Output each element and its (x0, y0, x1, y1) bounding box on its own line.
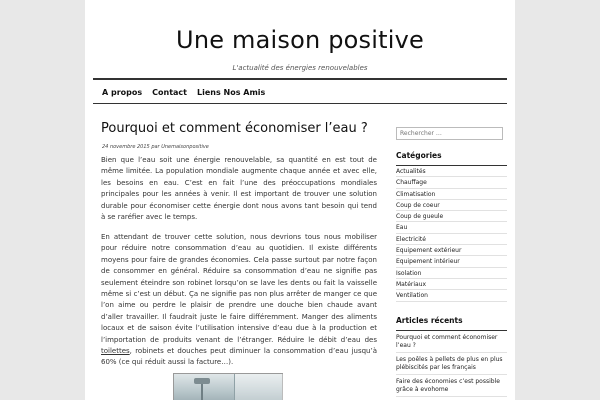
page-container (85, 0, 515, 400)
nav-bottom-rule (93, 103, 507, 104)
post-meta (102, 144, 209, 150)
categories-title: Catégories (396, 151, 507, 166)
category-item-eau[interactable]: Eau (396, 222, 507, 233)
category-item-coup-de-gueule[interactable]: Coup de gueule (396, 211, 507, 222)
nav-item-a-propos[interactable]: A propos (102, 88, 143, 97)
post-paragraph-1: Bien que l’eau soit une énergie renouvelable, sa quantité en est tout de même limitée. La population mondiale augmente chaque année et avec elle, les besoins en eau. C’est en fait l’une des préoccupations mondiales principales pour les années à venir. Il est important de trouver une solution durable pour économiser cette énergie dont nous avons tant besoin qui tend à se raréfier avec le temps. (101, 156, 377, 222)
glass-panel-shape (234, 374, 284, 400)
search-input[interactable] (396, 127, 503, 140)
category-item-coup-de-coeur[interactable]: Coup de coeur (396, 200, 507, 211)
post-paragraph-2-text-b: , robinets et douches peut diminuer la consommation d’eau jusqu’à 60% (ce qui réduit aussi la facture…). (101, 347, 377, 367)
categories-list (396, 166, 507, 302)
recent-articles-title: Articles récents (396, 316, 507, 331)
category-item-ventilation[interactable]: Ventilation (396, 290, 507, 301)
nav-item-liens-nos-amis[interactable]: Liens Nos Amis (197, 88, 266, 97)
category-item-equipement-interieur[interactable]: Equipement intérieur (396, 256, 507, 267)
main-nav (102, 88, 265, 97)
post-by: par (151, 144, 160, 150)
category-item-actualites[interactable]: Actualités (396, 166, 507, 177)
category-item-isolation[interactable]: Isolation (396, 268, 507, 279)
post-date[interactable]: 24 novembre 2015 (102, 144, 150, 150)
category-item-equipement-exterieur[interactable]: Equipement extérieur (396, 245, 507, 256)
category-item-electricite[interactable]: Electricité (396, 234, 507, 245)
site-title[interactable]: Une maison positive (176, 26, 424, 54)
category-item-materiaux[interactable]: Matériaux (396, 279, 507, 290)
post-title[interactable]: Pourquoi et comment économiser l’eau ? (101, 121, 368, 136)
post-paragraph-2 (101, 232, 377, 369)
post-author[interactable]: Unemaisonpositive (161, 144, 209, 150)
post-image-shower (173, 373, 283, 400)
recent-article-item[interactable]: Pourquoi et comment économiser l’eau ? (396, 331, 507, 353)
recent-articles-list (396, 331, 507, 397)
site-tagline: L'actualité des énergies renouvelables (232, 64, 368, 72)
toilettes-link[interactable]: toilettes (101, 347, 130, 356)
category-item-climatisation[interactable]: Climatisation (396, 189, 507, 200)
recent-article-item[interactable]: Faire des économies c’est possible grâce à evohome (396, 375, 507, 397)
category-item-chauffage[interactable]: Chauffage (396, 177, 507, 188)
recent-article-item[interactable]: Les poêles à pellets de plus en plus plébiscités par les français (396, 353, 507, 375)
sidebar (396, 120, 507, 397)
nav-item-contact[interactable]: Contact (152, 88, 187, 97)
post-paragraph-2-text-a: En attendant de trouver cette solution, nous devrions tous nous mobiliser pour réduire notre consommation d’eau au quotidien. Il existe différents moyens pour faire de grandes économies. Cela passe surtout par notre façon de consommer en général. Réduire sa consommation d’eau ne signifie pas seulement éteindre son robinet lorsqu’on se lave les dents ou fait la vaisselle même si c’est un début. Ça ne signifie pas non plus arrêter de manger ce que l’on aime ou perdre le plaisir de prendre une douche bien chaude avant d’aller travailler. Il faudrait juste le faire différemment. Manger des aliments locaux et de saison évite l’utilisation intensive d’eau due à la production et l’importation de produits venant de l’étranger. Réduire le débit d’eau des (101, 233, 377, 344)
shower-pipe-shape (201, 384, 203, 400)
nav-top-rule (93, 78, 507, 80)
